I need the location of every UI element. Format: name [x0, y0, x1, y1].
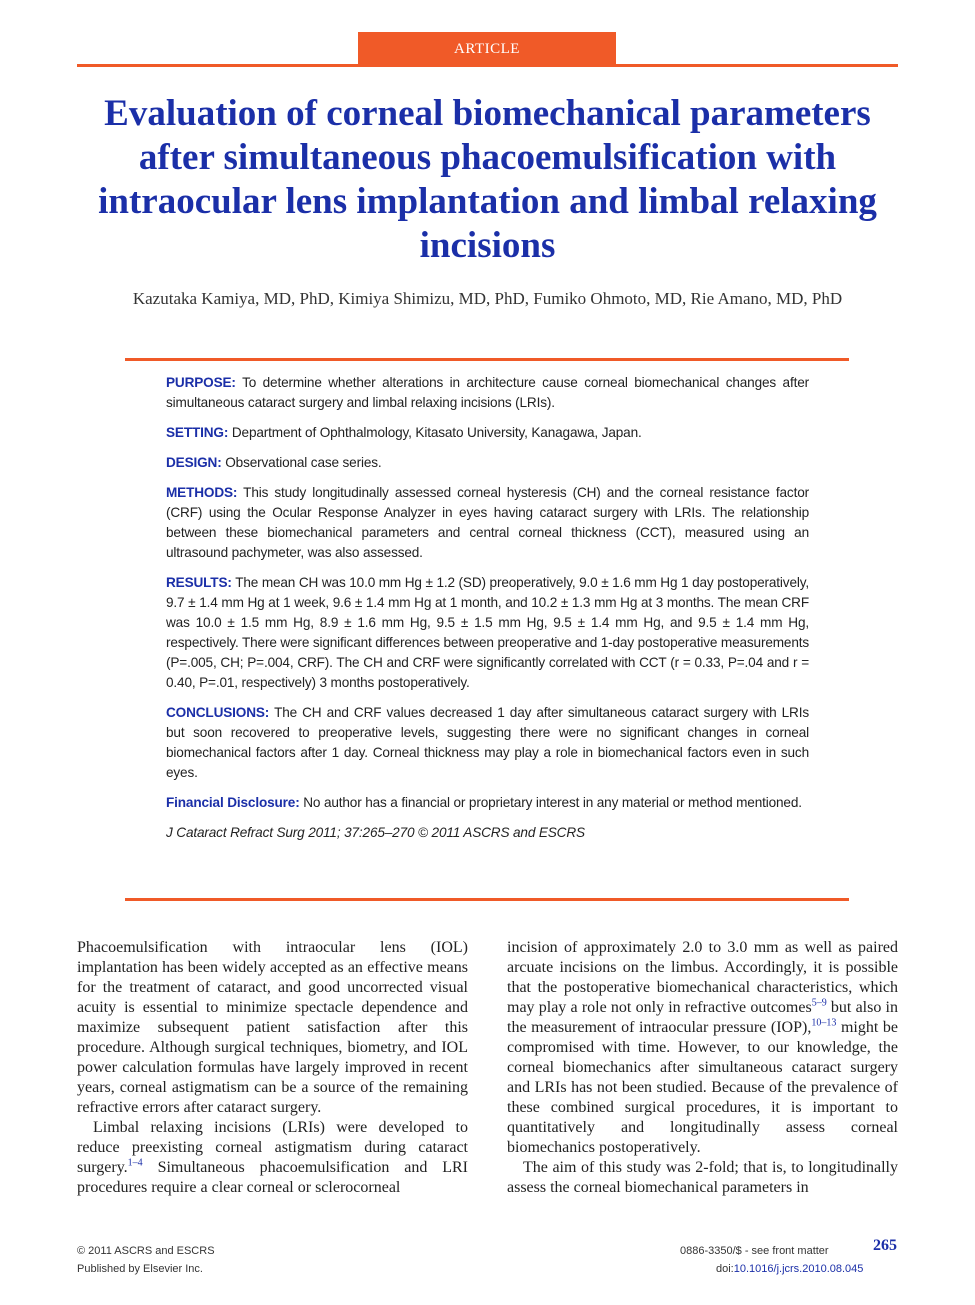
body-paragraph: The aim of this study was 2-fold; that is, to longitudinally assess the corneal biomechanical parameters in — [507, 1159, 898, 1196]
author-list: Kazutaka Kamiya, MD, PhD, Kimiya Shimizu, MD, PhD, Fumiko Ohmoto, MD, Rie Amano, MD, PhD — [132, 289, 843, 308]
conclusions-text: The CH and CRF values decreased 1 day after simultaneous cataract surgery with LRIs but soon recovered to preoperative levels, suggesting there were no significant changes in corneal biomechanical factors after 1 day. Corneal thickness may play a role in biomechanical factors even in such eyes. — [166, 705, 809, 780]
purpose-label: PURPOSE: — [166, 375, 236, 390]
body-text: but also in the measurement of intraocular pressure (IOP), — [507, 999, 898, 1036]
abstract-design — [166, 453, 809, 473]
setting-text: Department of Ophthalmology, Kitasato University, Kanagawa, Japan. — [231, 425, 642, 440]
body-column-left — [77, 938, 468, 1198]
results-text: The mean CH was 10.0 mm Hg ± 1.2 (SD) preoperatively, 9.0 ± 1.6 mm Hg 1 day postoperatively, 9.7 ± 1.4 mm Hg at 1 week, 9.6 ± 1.4 mm Hg at 1 month, and 10.2 ± 1.3 mm Hg at 3 months. The mean CRF was 10.0 ± 1.5 mm Hg, 8.9 ± 1.6 mm Hg, 9.5 ± 1.5 mm Hg, 9.5 ± 1.4 mm Hg, and 9.5 ± 1.4 mm Hg, respectively. There were significant differences between preoperative and 1-day postoperative measurements (P=.005, CH; P=.004, CRF). The CH and CRF were significantly correlated with CCT (r = 0.33, P=.04 and r = 0.40, P=.01, respectively) 3 months postoperatively. — [166, 575, 810, 690]
article-title: Evaluation of corneal biomechanical parameters after simultaneous phacoemulsification with intraocular lens implantation and limbal relaxing incisions — [98, 93, 877, 266]
page-number: 265 — [873, 1237, 897, 1254]
results-label: RESULTS: — [166, 575, 232, 590]
body-column-right — [507, 938, 898, 1198]
header-rule — [77, 64, 898, 67]
footer-issn: 0886-3350/$ - see front matter — [680, 1245, 829, 1257]
doi-link[interactable]: 10.1016/j.jcrs.2010.08.045 — [733, 1263, 864, 1275]
body-text: incision of approximately 2.0 to 3.0 mm as well as paired arcuate incisions on the limbus. Accordingly, it is possible that the postoperative biomechanical characteristics, which may play a role not only in refractive outcomes — [507, 939, 898, 1016]
abstract-purpose — [166, 373, 809, 413]
setting-label: SETTING: — [166, 425, 229, 440]
disclosure-text: No author has a financial or proprietary interest in any material or method mentioned. — [303, 795, 802, 810]
body-paragraph: Phacoemulsification with intraocular lens (IOL) implantation has been widely accepted as an effective means for the treatment of cataract, and good uncorrected visual acuity is essential to minimize spectacle dependence and maximize subsequent patient satisfaction after this procedure. Although surgical techniques, biometry, and IOL power calculation formulas have largely improved in recent years, corneal astigmatism can be a source of the remaining refractive errors after cataract surgery. — [77, 939, 468, 1116]
body-text: might be compromised with time. However, to our knowledge, the corneal biomechanics after simultaneous cataract surgery and LRIs has not been studied. Because of the prevalence of these combined surgical procedures, it is important to quantitatively and longitudinally assess corneal biomechanics postoperatively. — [507, 1019, 899, 1156]
footer-copyright: © 2011 ASCRS and ESCRS — [77, 1245, 215, 1257]
reference-link[interactable]: 10–13 — [811, 1017, 837, 1029]
abstract-setting — [166, 423, 809, 443]
abstract-disclosure — [166, 793, 809, 813]
body-text: Simultaneous phacoemulsification and LRI procedures require a clear corneal or sclerocorneal — [77, 1159, 468, 1196]
reference-link[interactable]: 5–9 — [811, 997, 827, 1009]
section-tag: ARTICLE — [358, 32, 616, 65]
conclusions-label: CONCLUSIONS: — [166, 705, 270, 720]
abstract-conclusions — [166, 703, 809, 783]
abstract — [166, 373, 809, 853]
design-label: DESIGN: — [166, 455, 222, 470]
purpose-text: To determine whether alterations in architecture cause corneal biomechanical changes after simultaneous cataract surgery and limbal relaxing incisions (LRIs). — [166, 375, 809, 410]
journal-citation: J Cataract Refract Surg 2011; 37:265–270 © 2011 ASCRS and ESCRS — [166, 825, 585, 840]
body-paragraph — [77, 1118, 468, 1198]
abstract-bottom-rule — [125, 898, 849, 901]
body-text: Limbal relaxing incisions (LRIs) were developed to reduce preexisting corneal astigmatism during cataract surgery. — [77, 1119, 468, 1176]
abstract-top-rule — [125, 358, 849, 361]
footer-publisher: Published by Elsevier Inc. — [77, 1263, 203, 1275]
body-paragraph — [507, 938, 898, 1158]
reference-link[interactable]: 1–4 — [127, 1157, 143, 1169]
methods-text: This study longitudinally assessed corneal hysteresis (CH) and the corneal resistance factor (CRF) using the Ocular Response Analyzer in eyes having cataract surgery with LRIs. The relationship between these biomechanical parameters and central corneal thickness (CCT), measured using an ultrasound pachymeter, was also assessed. — [166, 485, 809, 560]
design-text: Observational case series. — [225, 455, 382, 470]
disclosure-label: Financial Disclosure: — [166, 795, 300, 810]
methods-label: METHODS: — [166, 485, 238, 500]
abstract-methods — [166, 483, 809, 563]
footer-doi — [716, 1262, 863, 1276]
doi-prefix: doi: — [716, 1263, 734, 1275]
abstract-results — [166, 573, 809, 693]
